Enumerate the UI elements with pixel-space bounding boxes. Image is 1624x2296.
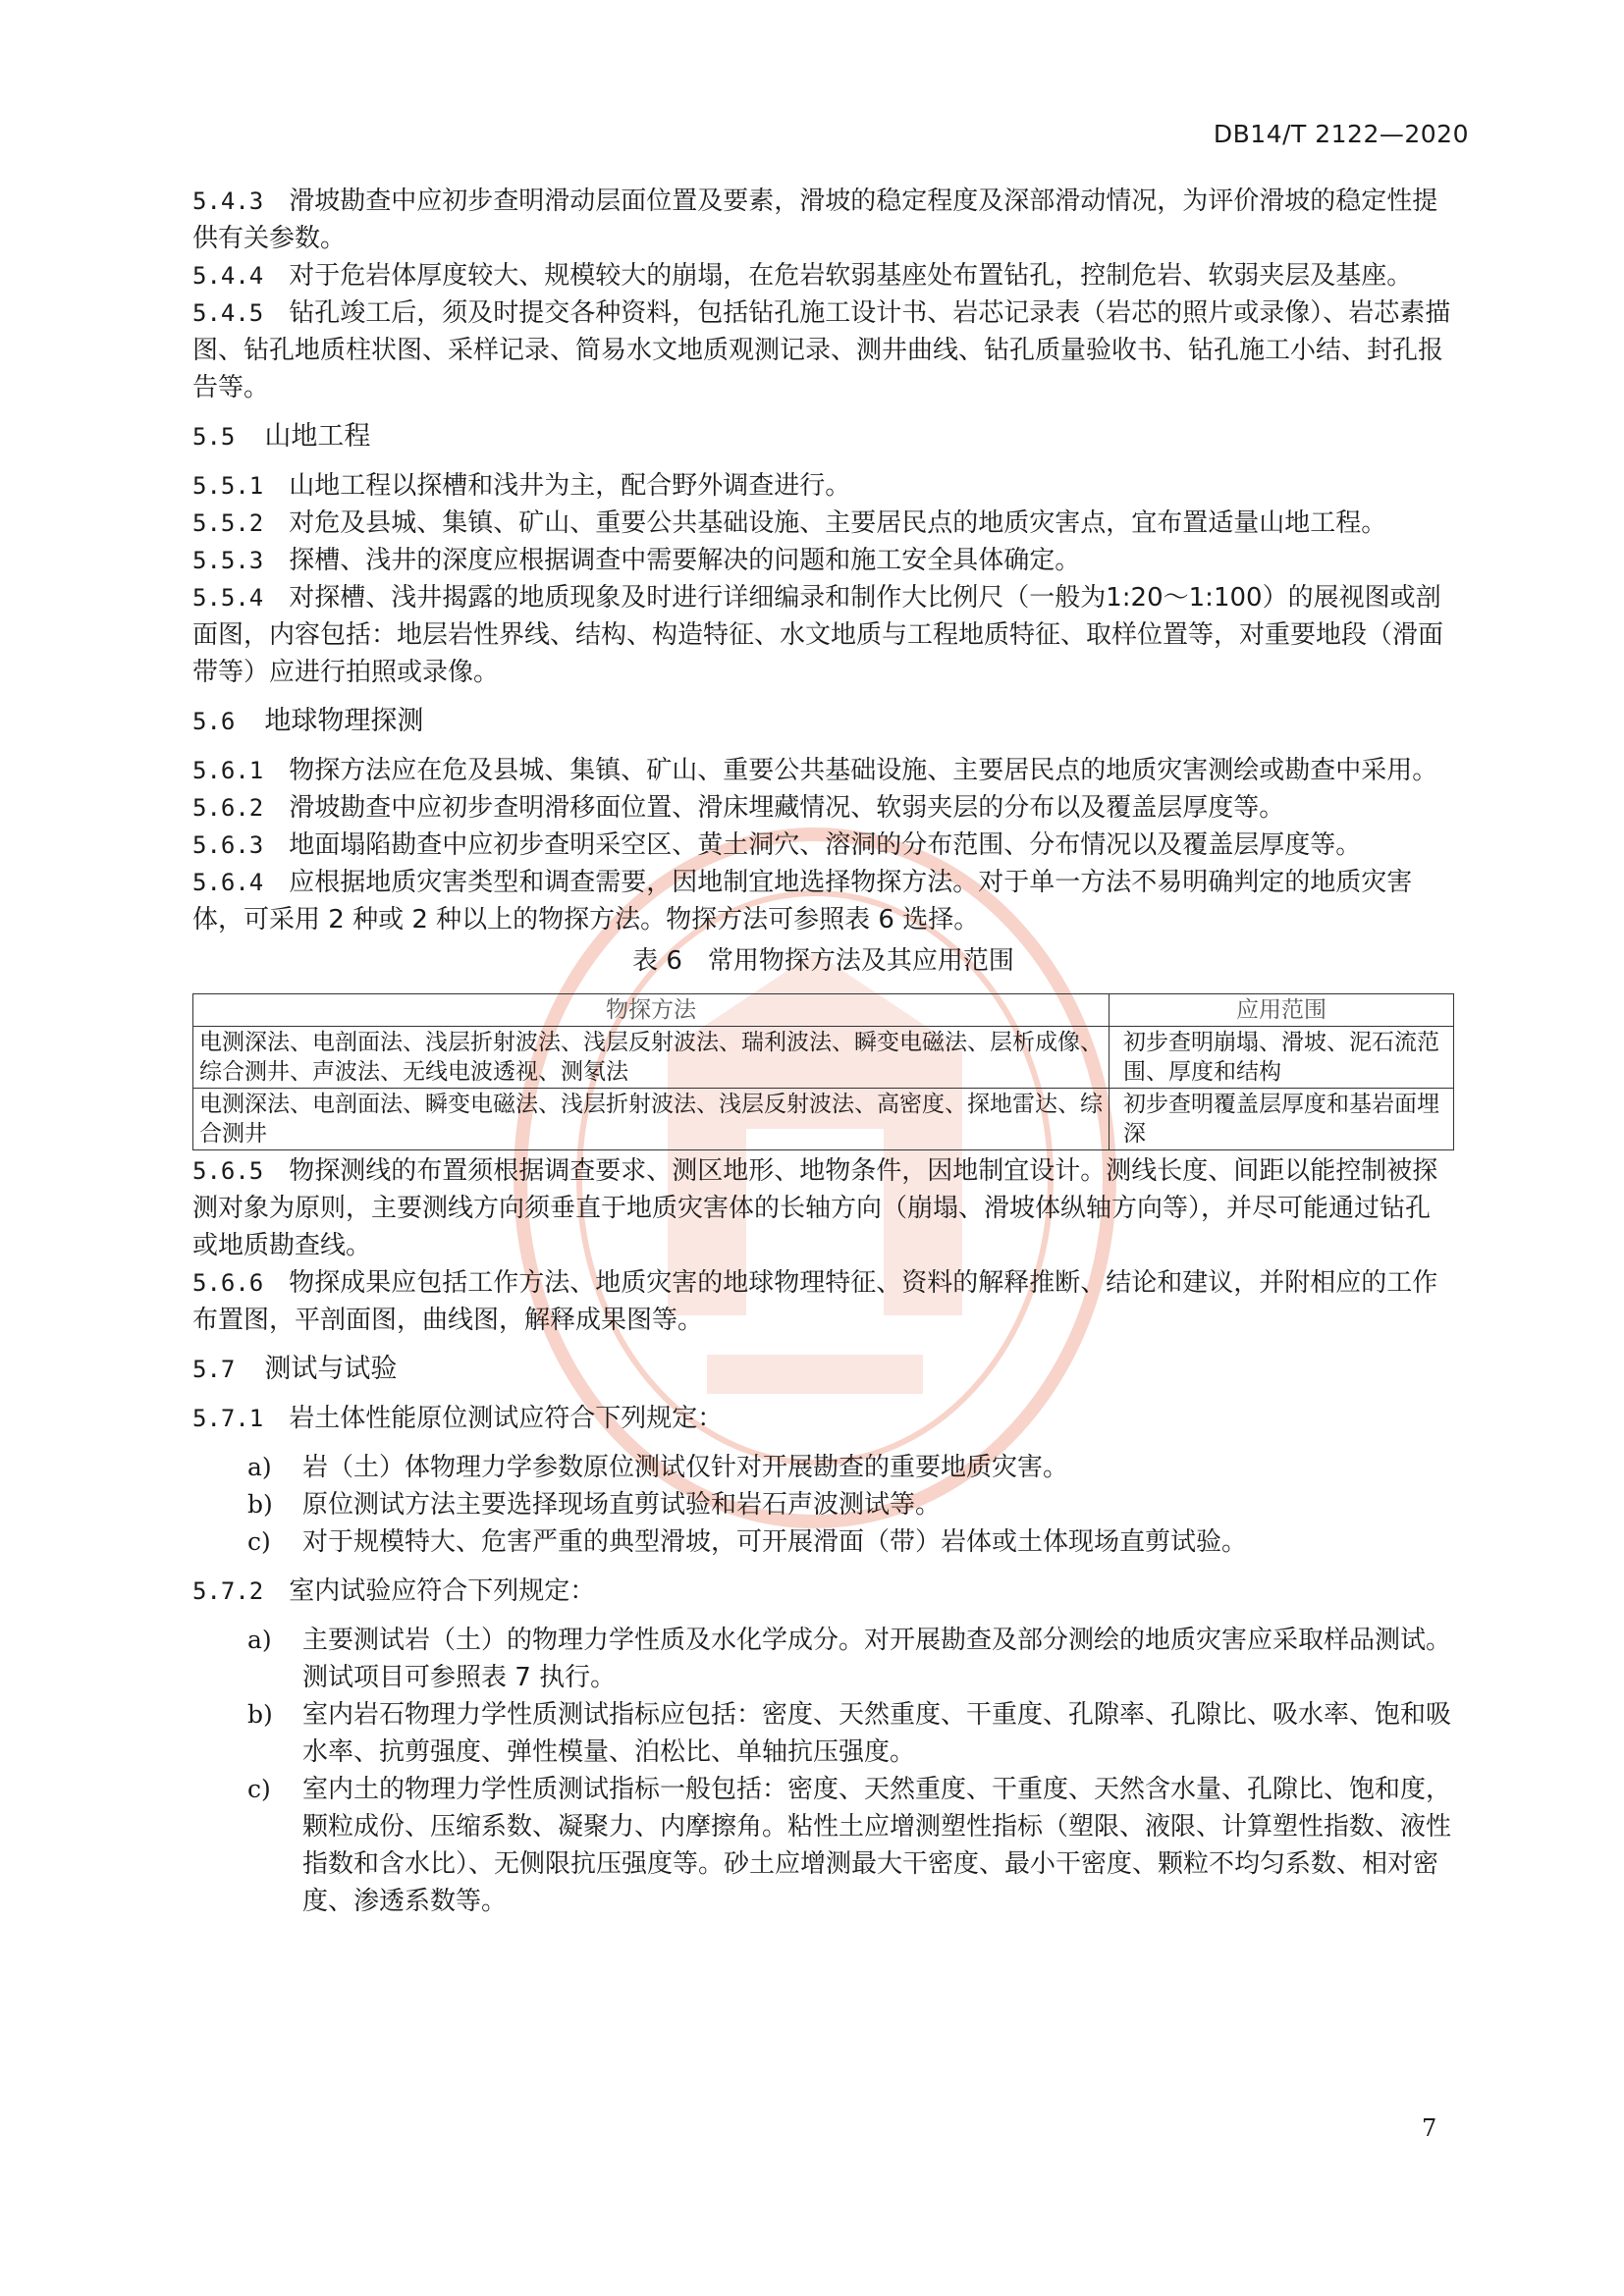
table-cell: 初步查明崩塌、滑坡、泥石流范围、厚度和结构: [1110, 1027, 1454, 1089]
table-cell: 电测深法、电剖面法、瞬变电磁法、浅层折射波法、浅层反射波法、高密度、探地雷达、综合测井: [193, 1089, 1110, 1150]
clause: 5.7.2 室内试验应符合下列规定：: [192, 1576, 596, 1606]
clause: 5.5.1 山地工程以探槽和浅井为主，配合野外调查进行。: [192, 471, 851, 501]
table-header-cell: 物探方法: [193, 994, 1110, 1027]
list-item: a) 岩（土）体物理力学参数原位测试仅针对开展勘查的重要地质灾害。: [247, 1453, 1069, 1482]
geophysical-methods-table: [192, 993, 1454, 1150]
list-item: b) 室内岩石物理力学性质测试指标应包括：密度、天然重度、干重度、孔隙率、孔隙比、吸水率、饱和吸水率、抗剪强度、弹性模量、泊松比、单轴抗压强度。: [247, 1700, 1452, 1767]
table-header-row: [193, 994, 1454, 1027]
list-item: c) 对于规模特大、危害严重的典型滑坡，可开展滑面（带）岩体或土体现场直剪试验。: [247, 1527, 1248, 1557]
section-heading: 5.7 测试与试验: [192, 1354, 398, 1384]
requirement-list: [192, 1622, 1454, 1920]
clause: 5.4.4 对于危岩体厚度较大、规模较大的崩塌，在危岩软弱基座处布置钻孔，控制危岩、软弱夹层及基座。: [192, 261, 1413, 291]
clause: 5.6.5 物探测线的布置须根据调查要求、测区地形、地物条件，因地制宜设计。测线长度、间距以能控制被探测对象为原则，主要测线方向须垂直于地质灾害体的长轴方向（崩塌、滑坡体纵轴方向等），并尽可能通过钻孔或地质勘查线。: [192, 1156, 1438, 1260]
clause: 5.4.5 钻孔竣工后，须及时提交各种资料，包括钻孔施工设计书、岩芯记录表（岩芯的照片或录像）、岩芯素描图、钻孔地质柱状图、采样记录、简易水文地质观测记录、测井曲线、钻孔质量验收书、钻孔施工小结、封孔报告等。: [192, 298, 1451, 402]
clause: 5.6.4 应根据地质灾害类型和调查需要，因地制宜地选择物探方法。对于单一方法不易明确判定的地质灾害体，可采用 2 种或 2 种以上的物探方法。物探方法可参照表 6 选择。: [192, 868, 1413, 934]
clause: 5.7.1 岩土体性能原位测试应符合下列规定：: [192, 1404, 724, 1433]
list-item: a) 主要测试岩（土）的物理力学性质及水化学成分。对开展勘查及部分测绘的地质灾害应采取样品测试。测试项目可参照表 7 执行。: [247, 1626, 1452, 1692]
table-cell: 电测深法、电剖面法、浅层折射波法、浅层反射波法、瑞利波法、瞬变电磁法、层析成像、综合测井、声波法、无线电波透视、测氡法: [193, 1027, 1110, 1089]
page-number: 7: [1422, 2114, 1437, 2142]
clause: 5.6.2 滑坡勘查中应初步查明滑移面位置、滑床埋藏情况、软弱夹层的分布以及覆盖层厚度等。: [192, 793, 1285, 823]
section-heading: 5.6 地球物理探测: [192, 706, 424, 736]
clause: 5.6.3 地面塌陷勘查中应初步查明采空区、黄土洞穴、溶洞的分布范围、分布情况以及覆盖层厚度等。: [192, 830, 1362, 860]
requirement-list: [192, 1449, 1454, 1561]
list-item: c) 室内土的物理力学性质测试指标一般包括：密度、天然重度、干重度、天然含水量、孔隙比、饱和度，颗粒成份、压缩系数、凝聚力、内摩擦角。粘性土应增测塑性指标（塑限、液限、计算塑性指数、液性指数和含水比）、无侧限抗压强度等。砂土应增测最大干密度、最小干密度、颗粒不均匀系数、相对密度、渗透系数等。: [247, 1775, 1452, 1916]
clause: 5.6.1 物探方法应在危及县城、集镇、矿山、重要公共基础设施、主要居民点的地质灾害测绘或勘查中采用。: [192, 756, 1438, 785]
table-row: [193, 1027, 1454, 1089]
clause: 5.5.3 探槽、浅井的深度应根据调查中需要解决的问题和施工安全具体确定。: [192, 546, 1081, 575]
table-header-cell: 应用范围: [1110, 994, 1454, 1027]
page-content: [192, 183, 1454, 1920]
clause: 5.6.6 物探成果应包括工作方法、地质灾害的地球物理特征、资料的解释推断、结论和建议，并附相应的工作布置图，平剖面图，曲线图，解释成果图等。: [192, 1268, 1438, 1335]
document-code: DB14/T 2122—2020: [1213, 120, 1469, 148]
table-cell: 初步查明覆盖层厚度和基岩面埋深: [1110, 1089, 1454, 1150]
clause: 5.5.4 对探槽、浅井揭露的地质现象及时进行详细编录和制作大比例尺（一般为1:20～1:100）的展视图或剖面图，内容包括：地层岩性界线、结构、构造特征、水文地质与工程地质特征、取样位置等，对重要地段（滑面带等）应进行拍照或录像。: [192, 583, 1444, 687]
section-heading: 5.5 山地工程: [192, 421, 371, 452]
list-item: b) 原位测试方法主要选择现场直剪试验和岩石声波测试等。: [247, 1490, 942, 1520]
table-row: [193, 1089, 1454, 1150]
clause: 5.5.2 对危及县城、集镇、矿山、重要公共基础设施、主要居民点的地质灾害点，宜布置适量山地工程。: [192, 508, 1387, 538]
clause: 5.4.3 滑坡勘查中应初步查明滑动层面位置及要素，滑坡的稳定程度及深部滑动情况，为评价滑坡的稳定性提供有关参数。: [192, 187, 1438, 253]
table-caption: 表 6 常用物探方法及其应用范围: [632, 946, 1014, 976]
